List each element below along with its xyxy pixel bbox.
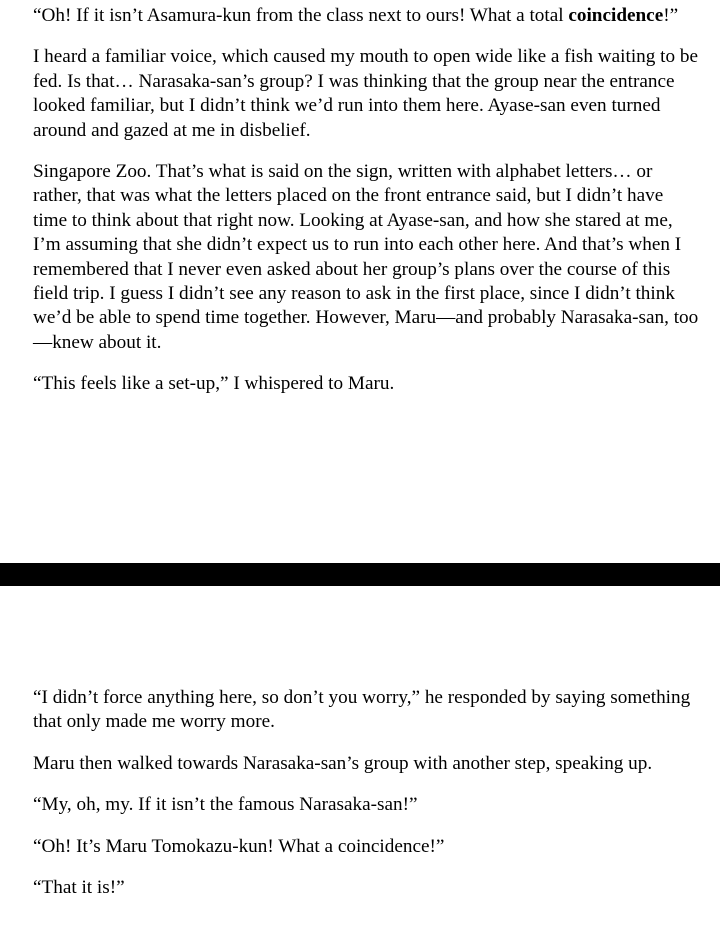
paragraph-text: I heard a familiar voice, which caused my mouth to open wide like a fish waiting to be fed. Is that… Narasaka-san’s group? I was thinking that the group near the entrance looked familiar, but I didn’t think we’d run into them here. Ayase-san even turned around and gazed at me in disbelief. [33, 46, 698, 141]
paragraph-text: “I didn’t force anything here, so don’t you worry,” he responded by saying something that only made me worry more. [33, 687, 691, 733]
page-bottom [0, 686, 720, 917]
paragraph-text: !” [663, 5, 679, 26]
paragraph [33, 876, 700, 900]
emphasis-text: coincidence [568, 5, 664, 26]
paragraph-text: “This feels like a set-up,” I whispered to Maru. [33, 373, 395, 395]
paragraph [33, 4, 700, 28]
paragraph [33, 752, 700, 776]
paragraph-text: Singapore Zoo. That’s what is said on the sign, written with alphabet letters… or rather, that was what the letters placed on the front entrance said, but I didn’t have time to think about that right now. Looking at Ayase-san, and how she stared at me, I’m assuming that she didn’t expect us to run into each other here. And that’s when I remembered that I never even asked about her group’s plans over the course of this field trip. I guess I didn’t see any reason to ask in the first place, since I didn’t think we’d be able to spend time together. However, Maru—and probably Narasaka-san, too—knew about it. [33, 161, 699, 353]
paragraph-text: “That it is!” [33, 877, 125, 899]
paragraph [33, 372, 700, 396]
paragraph [33, 686, 700, 735]
paragraph-text: “My, oh, my. If it isn’t the famous Narasaka-san!” [33, 794, 418, 816]
paragraph-text: “Oh! It’s Maru Tomokazu-kun! What a coincidence!” [33, 835, 445, 857]
paragraph [33, 793, 700, 817]
page-top [0, 4, 720, 414]
paragraph-text: Maru then walked towards Narasaka-san’s group with another step, speaking up. [33, 752, 653, 774]
paragraph [33, 45, 700, 143]
paragraph [33, 160, 700, 355]
paragraph [33, 835, 700, 859]
page-divider [0, 563, 720, 586]
paragraph-text: “Oh! If it isn’t Asamura-kun from the class next to ours! What a total [33, 5, 569, 26]
